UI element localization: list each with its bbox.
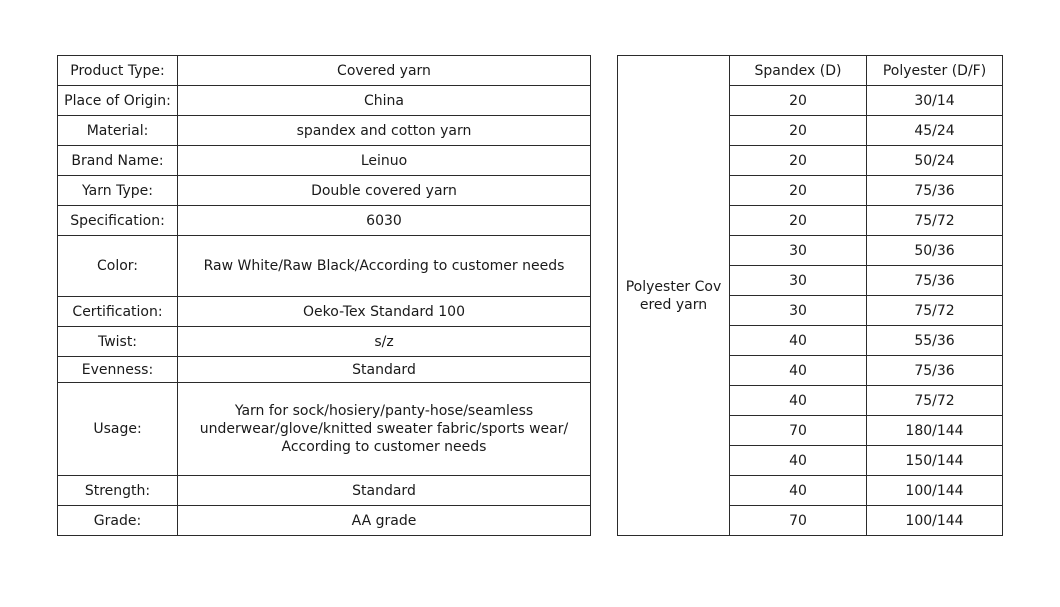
spandex-value: 30 bbox=[730, 266, 867, 296]
spec-row-grade bbox=[58, 506, 591, 536]
polyester-value: 100/144 bbox=[867, 476, 1003, 506]
spandex-value: 70 bbox=[730, 416, 867, 446]
spandex-value: 40 bbox=[730, 356, 867, 386]
spec-label: Usage: bbox=[58, 383, 178, 476]
product-spec-table bbox=[57, 55, 591, 536]
spec-value: Double covered yarn bbox=[178, 176, 591, 206]
spandex-value: 20 bbox=[730, 206, 867, 236]
polyester-value: 75/36 bbox=[867, 266, 1003, 296]
spec-value: Leinuo bbox=[178, 146, 591, 176]
spandex-value: 30 bbox=[730, 236, 867, 266]
spec-row-material bbox=[58, 116, 591, 146]
polyester-value: 30/14 bbox=[867, 86, 1003, 116]
spandex-value: 20 bbox=[730, 116, 867, 146]
polyester-covered-yarn-table bbox=[617, 55, 1003, 536]
polyester-value: 50/24 bbox=[867, 146, 1003, 176]
spandex-value: 70 bbox=[730, 506, 867, 536]
spec-row-twist bbox=[58, 327, 591, 357]
spec-value: China bbox=[178, 86, 591, 116]
spec-value: Covered yarn bbox=[178, 56, 591, 86]
spec-row-color bbox=[58, 236, 591, 297]
spec-label: Brand Name: bbox=[58, 146, 178, 176]
spec-label: Yarn Type: bbox=[58, 176, 178, 206]
polyester-value: 50/36 bbox=[867, 236, 1003, 266]
spec-row-certification bbox=[58, 297, 591, 327]
polyester-value: 75/72 bbox=[867, 206, 1003, 236]
polyester-value: 180/144 bbox=[867, 416, 1003, 446]
spandex-value: 40 bbox=[730, 326, 867, 356]
spandex-value: 40 bbox=[730, 386, 867, 416]
spec-value: spandex and cotton yarn bbox=[178, 116, 591, 146]
polyester-value: 75/36 bbox=[867, 356, 1003, 386]
spec-value: Raw White/Raw Black/According to customer needs bbox=[178, 236, 591, 297]
spec-label: Specification: bbox=[58, 206, 178, 236]
spec-row-brand-name bbox=[58, 146, 591, 176]
polyester-value: 75/72 bbox=[867, 386, 1003, 416]
spec-label: Grade: bbox=[58, 506, 178, 536]
polyester-header: Polyester (D/F) bbox=[867, 56, 1003, 86]
spec-value: Oeko-Tex Standard 100 bbox=[178, 297, 591, 327]
spec-label: Place of Origin: bbox=[58, 86, 178, 116]
spandex-header: Spandex (D) bbox=[730, 56, 867, 86]
spec-row-yarn-type bbox=[58, 176, 591, 206]
spec-label: Evenness: bbox=[58, 357, 178, 383]
spec-value: AA grade bbox=[178, 506, 591, 536]
spec-row-strength bbox=[58, 476, 591, 506]
spandex-value: 40 bbox=[730, 446, 867, 476]
spec-label: Product Type: bbox=[58, 56, 178, 86]
spec-value: 6030 bbox=[178, 206, 591, 236]
yarn-header-row bbox=[618, 56, 1003, 86]
polyester-value: 45/24 bbox=[867, 116, 1003, 146]
spec-row-specification bbox=[58, 206, 591, 236]
spec-row-usage bbox=[58, 383, 591, 476]
spandex-value: 20 bbox=[730, 86, 867, 116]
spandex-value: 40 bbox=[730, 476, 867, 506]
polyester-value: 100/144 bbox=[867, 506, 1003, 536]
spec-value: Standard bbox=[178, 476, 591, 506]
yarn-group-label: Polyester Covered yarn bbox=[618, 56, 730, 536]
spandex-value: 20 bbox=[730, 146, 867, 176]
polyester-value: 150/144 bbox=[867, 446, 1003, 476]
spec-label: Twist: bbox=[58, 327, 178, 357]
spec-value: Standard bbox=[178, 357, 591, 383]
spec-row-product-type bbox=[58, 56, 591, 86]
spandex-value: 30 bbox=[730, 296, 867, 326]
spec-label: Color: bbox=[58, 236, 178, 297]
polyester-value: 75/72 bbox=[867, 296, 1003, 326]
spec-row-evenness bbox=[58, 357, 591, 383]
spec-label: Certification: bbox=[58, 297, 178, 327]
spec-label: Strength: bbox=[58, 476, 178, 506]
spec-label: Material: bbox=[58, 116, 178, 146]
spandex-value: 20 bbox=[730, 176, 867, 206]
spec-row-place-of-origin bbox=[58, 86, 591, 116]
spec-value: s/z bbox=[178, 327, 591, 357]
polyester-value: 55/36 bbox=[867, 326, 1003, 356]
polyester-value: 75/36 bbox=[867, 176, 1003, 206]
spec-value: Yarn for sock/hosiery/panty-hose/seamless underwear/glove/knitted sweater fabric/sports wear/ According to customer needs bbox=[178, 383, 591, 476]
